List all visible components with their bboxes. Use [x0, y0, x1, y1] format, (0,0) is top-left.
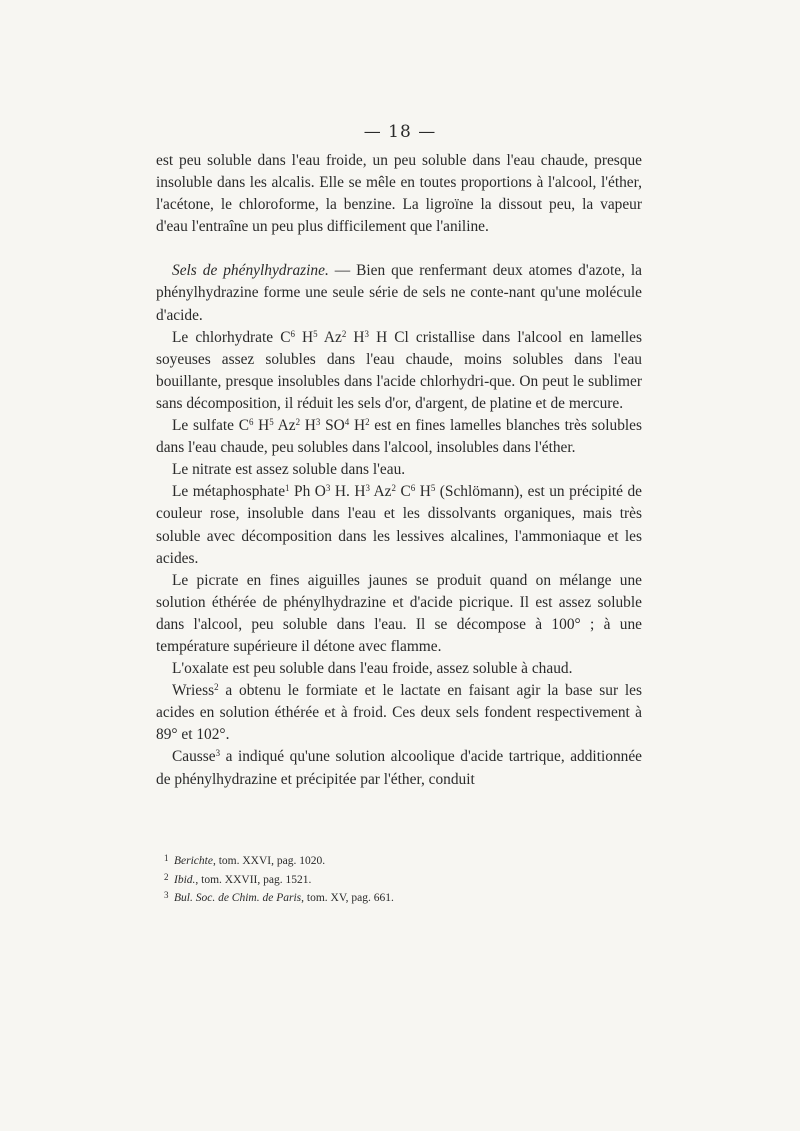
paragraph-salts-intro	[156, 260, 642, 326]
footnote-source: Berichte	[174, 855, 213, 867]
text-run: C	[395, 483, 411, 501]
paragraph-metaphosphate	[156, 481, 642, 569]
text-run: est en fines lamelles blanches très solubles dans l'eau chaude, peu solubles dans l'alcool, insolubles dans l'éther.	[156, 417, 642, 457]
text-run: a obtenu le formiate et le lactate en faisant agir la base sur les acides en solution éthérée et à froid. Ces deux sels fondent respectivement à 89° et 102°.	[156, 682, 642, 744]
text-run: Le sulfate C	[172, 417, 249, 435]
formula-superscript: 5	[313, 328, 318, 339]
formula-superscript: 3	[325, 483, 331, 494]
text-run: Ph O	[289, 483, 326, 501]
formula-superscript: 2	[341, 328, 347, 339]
text-run: H	[300, 417, 316, 435]
footnote-reference: 3	[215, 748, 221, 759]
formula-superscript: 3	[315, 417, 321, 428]
formula-superscript: 6	[290, 328, 295, 339]
footnote-source: Bul. Soc. de Chim. de Paris	[174, 892, 302, 905]
footnote-source: Ibid.	[174, 873, 196, 886]
footnote-details: , tom. XXVII, pag. 1521.	[195, 873, 312, 886]
footnote-details: , tom. XV, pag. 661.	[301, 892, 394, 905]
text-run: H. H	[330, 483, 366, 501]
footnote-details: , tom. XXVI, pag. 1020.	[212, 855, 326, 867]
footnote	[164, 851, 584, 870]
text-run: Az	[273, 417, 296, 435]
footnote-mark: 3	[164, 890, 169, 901]
footnote-reference: 1	[285, 483, 290, 494]
paragraph-oxalate: L'oxalate est peu soluble dans l'eau froide, assez soluble à chaud.	[172, 660, 573, 678]
footnote-mark: 1	[164, 853, 169, 863]
paragraph-causse	[156, 746, 642, 790]
footnote	[164, 888, 584, 907]
formula-superscript: 5	[430, 483, 436, 494]
text-run: H	[294, 328, 314, 346]
text-run: a indiqué qu'une solution alcoolique d'acide tartrique, additionnée de phénylhydrazine et précipitée par l'éther, conduit	[156, 748, 642, 788]
paragraph-wriess	[156, 680, 642, 746]
text-run: H	[346, 328, 365, 346]
formula-superscript: 4	[344, 417, 350, 428]
paragraph-picrate: Le picrate en fines aiguilles jaunes se produit quand on mélange une solution éthérée de phénylhydrazine et d'acide picrique. Il est assez soluble dans l'alcool, peu soluble dans l'eau. Il se décompose à 100° ; à une température supérieure il détone avec flamme.	[156, 571, 642, 655]
body-text	[156, 150, 642, 791]
formula-superscript: 5	[269, 417, 274, 428]
footnotes	[164, 851, 584, 907]
section-intro-text: — Bien que renfermant deux atomes d'azote, la phénylhydrazine forme une seule série de sels ne conte-nant qu'une molécule d'acide.	[156, 262, 642, 324]
formula-superscript: 2	[365, 417, 370, 428]
paragraph-chlorhydrate	[156, 327, 642, 415]
formula-superscript: 6	[248, 417, 254, 428]
text-run: Causse	[172, 748, 216, 766]
formula-superscript: 6	[410, 483, 416, 494]
text-run: Le chlorhydrate C	[172, 328, 291, 346]
text-run: H Cl cristallise dans l'alcool en lamelles soyeuses assez solubles dans l'eau chaude, moins solubles dans l'eau bouillante, presque insolubles dans l'acide chlorhydri-que. On peut le sublimer sans décomposition, il réduit les sels d'or, d'argent, de platine et de mercure.	[156, 328, 642, 412]
formula-superscript: 3	[365, 483, 370, 494]
footnote	[164, 870, 584, 889]
text-run: Le métaphosphate	[172, 483, 286, 501]
text-run: H	[349, 417, 366, 435]
formula-superscript: 2	[391, 483, 396, 494]
page-number: — 18 —	[363, 122, 437, 142]
footnote-reference: 2	[214, 682, 219, 693]
text-run: SO	[320, 417, 345, 435]
text-run: H	[253, 417, 270, 435]
formula-superscript: 3	[364, 328, 369, 339]
section-title: Sels de phénylhydrazine.	[172, 262, 329, 280]
text-run: Wriess	[172, 682, 215, 700]
paragraph-sulfate	[156, 415, 642, 459]
paragraph-nitrate: Le nitrate est assez soluble dans l'eau.	[172, 461, 406, 479]
formula-superscript: 2	[295, 417, 301, 428]
paragraph-continuation: est peu soluble dans l'eau froide, un peu soluble dans l'eau chaude, presque insoluble dans les alcalis. Elle se mêle en toutes proportions à l'alcool, l'éther, l'acétone, le chloroforme, la benzine. La ligroïne la dissout peu, la vapeur d'eau l'entraîne un peu plus difficilement que l'aniline.	[156, 152, 642, 236]
text-run: H	[415, 483, 431, 501]
text-run: Az	[317, 328, 342, 346]
text-run: Az	[369, 483, 392, 501]
footnote-mark: 2	[164, 871, 169, 882]
text-run: (Schlömann), est un précipité de couleur rose, insoluble dans l'eau et les dissolvants organiques, mais très soluble avec décomposition dans les lessives alcalines, l'ammoniaque et les acides.	[156, 483, 642, 567]
